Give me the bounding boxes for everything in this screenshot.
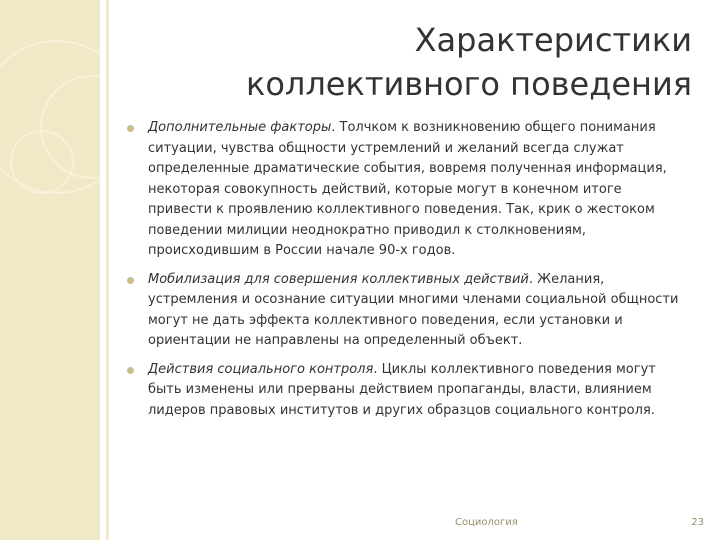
bullet-text: . Толчком к возникновению общего понимания ситуации, чувства общности устремлений и желаний всегда служат определенные драматические события, вовремя полученная информация, некоторая совокупность действий, которые могут в конечном итоге привести к проявлению коллективного поведения. Так, крик о жестоком поведении милиции неоднократно приводил к столкновениям, происходившим в России начале 90-х годов.	[148, 120, 667, 258]
slide-footer: Социология	[455, 517, 518, 528]
decorative-ring	[10, 130, 74, 194]
bullet-lead: Дополнительные факторы	[148, 120, 332, 135]
bullet-lead: Действия социального контроля	[148, 361, 374, 377]
page-number: 23	[691, 517, 704, 528]
decorative-side-band	[0, 0, 100, 540]
slide-title-line-2: коллективного поведения	[245, 65, 692, 103]
bullet-dot-icon	[127, 367, 134, 374]
slide-title	[132, 18, 692, 106]
slide-title-line-1: Характеристики	[414, 21, 692, 59]
bullet-dot-icon	[127, 277, 134, 284]
bullet-dot-icon	[127, 125, 134, 132]
bullet-item	[128, 118, 688, 262]
bullet-item	[128, 270, 688, 352]
bullet-list	[128, 118, 688, 429]
bullet-text: . Циклы коллективного поведения могут быть изменены или прерваны действием пропаганды, власти, влиянием лидеров правовых институтов и других образцов социального контроля.	[148, 361, 656, 418]
bullet-lead: Мобилизация для совершения коллективных действий	[148, 271, 529, 287]
bullet-text: . Желания, устремления и осознание ситуации многими членами социальной общности могут не дать эффекта коллективного поведения, если установки и ориентации не направлены на определенный объект.	[148, 271, 679, 348]
decorative-divider	[106, 0, 109, 540]
bullet-item	[128, 360, 688, 422]
